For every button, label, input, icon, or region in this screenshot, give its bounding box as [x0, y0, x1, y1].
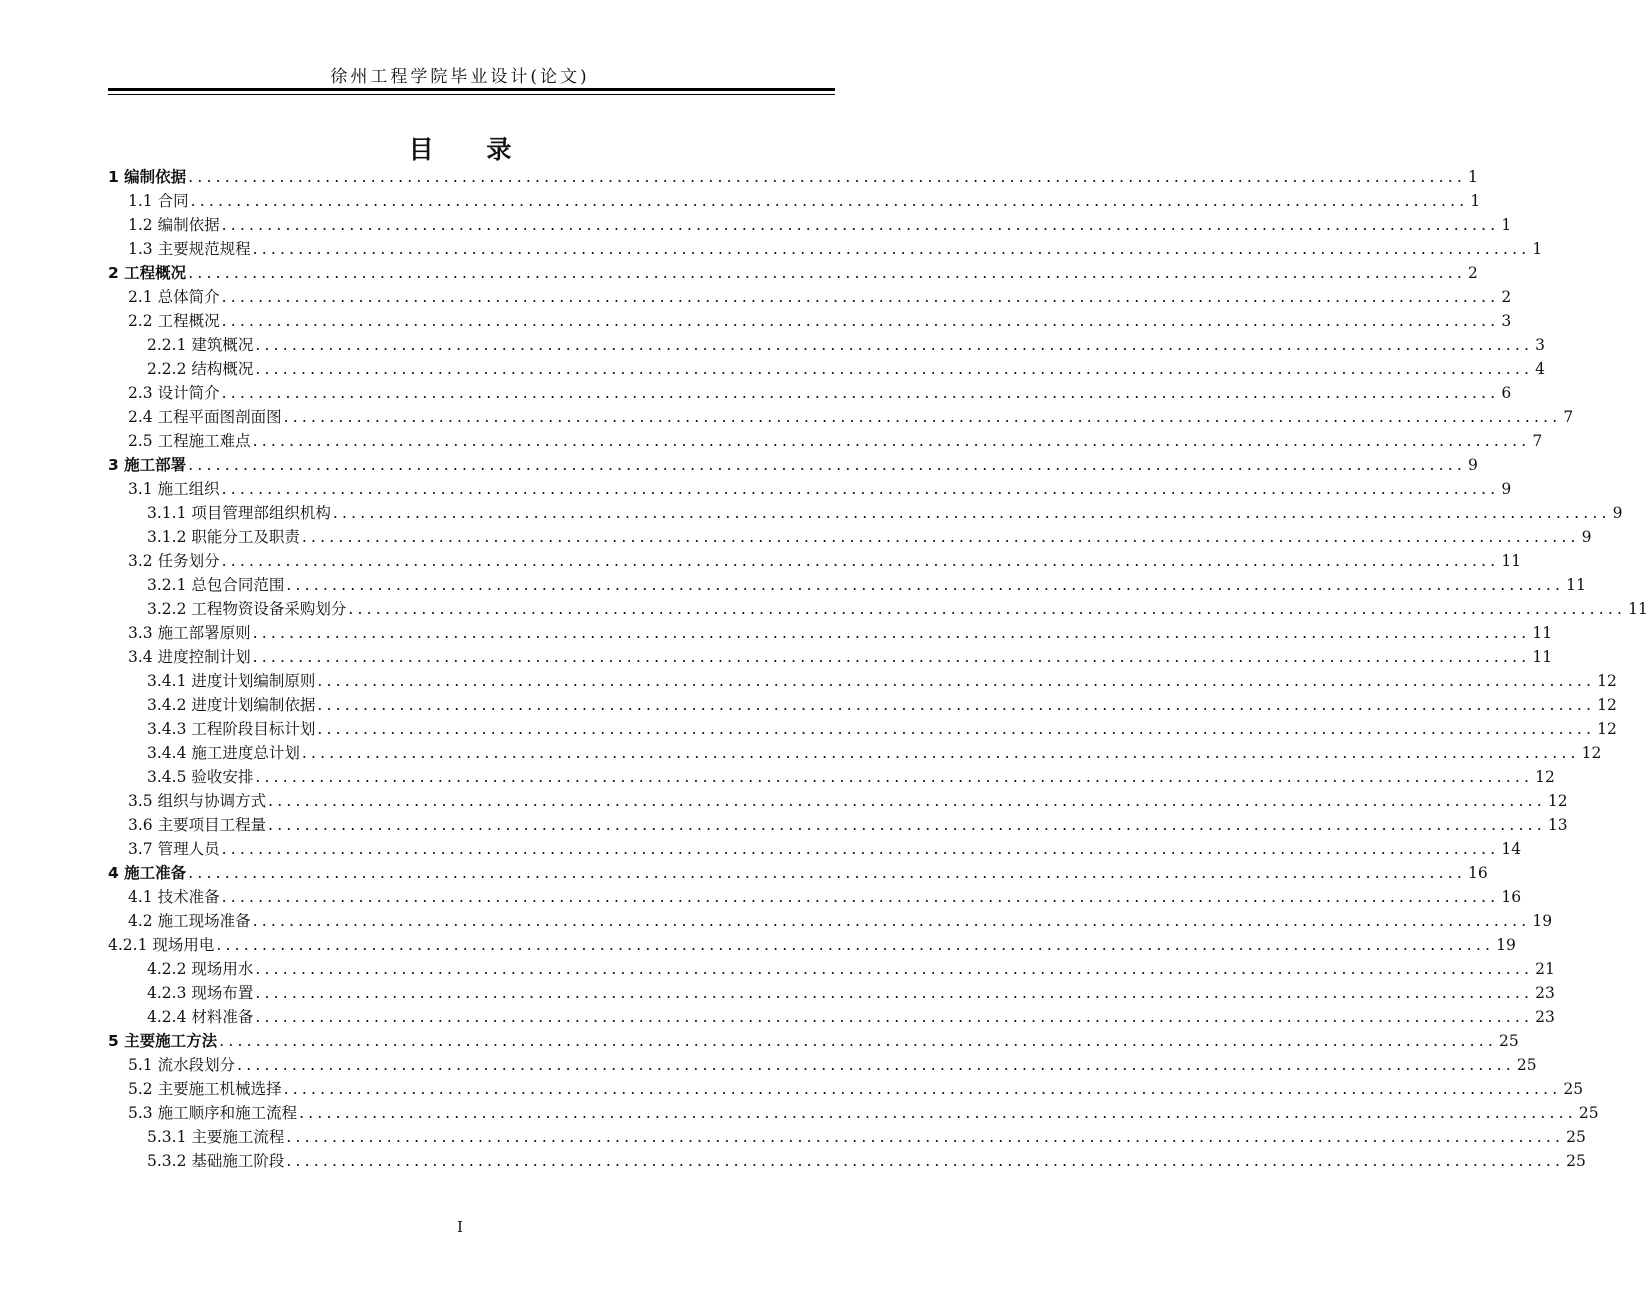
toc-entry-label: 4 施工准备 [108, 864, 187, 882]
toc-entry[interactable] [128, 284, 1512, 308]
toc-entry-page: 6 [1501, 384, 1512, 402]
toc-dot-leader: ............................................................................................................................................ [190, 192, 1469, 210]
toc-entry-page: 12 [1535, 768, 1555, 786]
toc-entry-page: 12 [1597, 672, 1617, 690]
toc-dot-leader: ............................................................................................................................................ [286, 1152, 1565, 1170]
toc-entry[interactable] [147, 500, 1623, 524]
toc-entry-page: 2 [1467, 264, 1478, 282]
toc-dot-leader: ............................................................................................................................................ [317, 672, 1596, 690]
toc-entry[interactable] [128, 476, 1512, 500]
toc-dot-leader: ............................................................................................................................................ [252, 912, 1531, 930]
footer-page-number: I [457, 1218, 463, 1236]
toc-entry-page: 7 [1532, 432, 1543, 450]
toc-entry-page: 12 [1581, 744, 1602, 762]
toc-entry-label: 4.2.3 现场布置 [147, 984, 254, 1002]
toc-entry-page: 9 [1467, 456, 1478, 474]
toc-entry-label: 3.1.1 项目管理部组织机构 [147, 504, 331, 522]
toc-entry-page: 4 [1535, 360, 1546, 378]
toc-entry-label: 3.2 任务划分 [128, 552, 220, 570]
toc-entry-page: 19 [1496, 936, 1516, 954]
header-rule-thick [108, 88, 835, 91]
toc-entry-page: 25 [1566, 1128, 1586, 1146]
toc-entry[interactable] [128, 836, 1522, 860]
toc-entry-label: 1 编制依据 [108, 168, 187, 186]
toc-entry[interactable] [128, 1100, 1599, 1124]
toc-entry-page: 19 [1532, 912, 1553, 930]
toc-entry-label: 4.2 施工现场准备 [128, 912, 251, 930]
toc-entry-label: 2.4 工程平面图剖面图 [128, 408, 282, 426]
toc-dot-leader: ............................................................................................................................................ [283, 1080, 1562, 1098]
toc-entry-label: 4.2.2 现场用水 [147, 960, 254, 978]
toc-entry[interactable] [147, 668, 1617, 692]
toc-entry[interactable] [147, 980, 1555, 1004]
toc-entry[interactable] [147, 332, 1546, 356]
toc-dot-leader: ............................................................................................................................................ [299, 1104, 1577, 1122]
toc-dot-leader: ............................................................................................................................................ [221, 312, 1500, 330]
toc-entry-label: 2.2.1 建筑概况 [147, 336, 254, 354]
toc-entry-label: 3.2.2 工程物资设备采购划分 [147, 600, 347, 618]
toc-dot-leader: ............................................................................................................................................ [348, 600, 1627, 618]
toc-entry-label: 2 工程概况 [108, 264, 187, 282]
toc-entry-page: 3 [1501, 312, 1512, 330]
toc-dot-leader: ............................................................................................................................................ [252, 624, 1531, 642]
toc-entry[interactable] [147, 1124, 1586, 1148]
toc-entry-label: 3.4 进度控制计划 [128, 648, 251, 666]
toc-entry-page: 11 [1532, 624, 1553, 642]
toc-entry[interactable] [128, 404, 1574, 428]
toc-entry-label: 2.5 工程施工难点 [128, 432, 251, 450]
toc-dot-leader: ............................................................................................................................................ [301, 744, 1580, 762]
toc-entry[interactable] [128, 644, 1553, 668]
toc-entry-label: 5.1 流水段划分 [128, 1056, 236, 1074]
toc-dot-leader: ............................................................................................................................................ [286, 576, 1565, 594]
toc-entry-page: 1 [1501, 216, 1512, 234]
toc-dot-leader: ............................................................................................................................................ [268, 816, 1546, 834]
toc-entry-label: 4.1 技术准备 [128, 888, 220, 906]
toc-dot-leader: ............................................................................................................................................ [255, 984, 1534, 1002]
toc-entry[interactable] [147, 956, 1555, 980]
toc-dot-leader: ............................................................................................................................................ [252, 240, 1531, 258]
toc-entry-page: 25 [1566, 1152, 1586, 1170]
toc-entry[interactable] [147, 716, 1617, 740]
toc-entry-page: 25 [1578, 1104, 1599, 1122]
toc-entry[interactable] [108, 932, 1516, 956]
toc-entry[interactable] [128, 548, 1522, 572]
toc-entry-page: 9 [1581, 528, 1592, 546]
toc-entry-label: 2.1 总体简介 [128, 288, 220, 306]
toc-dot-leader: ............................................................................................................................................ [221, 288, 1500, 306]
toc-entry-page: 23 [1535, 1008, 1555, 1026]
header-rule-thin [108, 94, 835, 95]
toc-dot-leader: ............................................................................................................................................ [252, 432, 1531, 450]
toc-dot-leader: ............................................................................................................................................ [221, 888, 1500, 906]
toc-entry[interactable] [147, 356, 1546, 380]
toc-entry-label: 3.2.1 总包合同范围 [147, 576, 285, 594]
toc-entry-page: 11 [1566, 576, 1586, 594]
toc-dot-leader: ............................................................................................................................................ [283, 408, 1562, 426]
toc-dot-leader: ............................................................................................................................................ [188, 456, 1466, 474]
toc-entry[interactable] [128, 884, 1522, 908]
toc-entry-label: 4.2.4 材料准备 [147, 1008, 254, 1026]
toc-dot-leader: ............................................................................................................................................ [221, 840, 1500, 858]
toc-entry-label: 1.2 编制依据 [128, 216, 220, 234]
toc-entry[interactable] [108, 164, 1478, 188]
toc-dot-leader: ............................................................................................................................................ [221, 480, 1500, 498]
toc-entry[interactable] [147, 1004, 1555, 1028]
toc-entry[interactable] [128, 1052, 1537, 1076]
toc-entry[interactable] [108, 860, 1488, 884]
toc-entry-page: 25 [1563, 1080, 1584, 1098]
toc-entry-page: 7 [1563, 408, 1574, 426]
toc-entry[interactable] [147, 524, 1592, 548]
toc-entry-label: 5 主要施工方法 [108, 1032, 218, 1050]
toc-entry[interactable] [128, 620, 1553, 644]
toc-dot-leader: ............................................................................................................................................ [221, 216, 1500, 234]
toc-entry-page: 23 [1535, 984, 1555, 1002]
toc-entry[interactable] [147, 596, 1648, 620]
toc-dot-leader: ............................................................................................................................................ [255, 360, 1534, 378]
toc-dot-leader: ............................................................................................................................................ [237, 1056, 1515, 1074]
toc-entry-label: 3.4.1 进度计划编制原则 [147, 672, 316, 690]
toc-dot-leader: ............................................................................................................................................ [221, 552, 1500, 570]
toc-entry[interactable] [128, 236, 1543, 260]
toc-dot-leader: ............................................................................................................................................ [188, 264, 1466, 282]
toc-entry[interactable] [147, 1148, 1586, 1172]
toc-entry-page: 11 [1628, 600, 1648, 618]
toc-entry-page: 12 [1547, 792, 1568, 810]
toc-entry-page: 25 [1498, 1032, 1519, 1050]
toc-dot-leader: ............................................................................................................................................ [301, 528, 1580, 546]
toc-dot-leader: ............................................................................................................................................ [332, 504, 1611, 522]
toc-entry-page: 14 [1501, 840, 1522, 858]
toc-entry[interactable] [108, 260, 1478, 284]
toc-entry[interactable] [128, 212, 1512, 236]
toc-dot-leader: ............................................................................................................................................ [317, 696, 1596, 714]
toc-entry[interactable] [147, 764, 1555, 788]
toc-entry-page: 1 [1532, 240, 1543, 258]
toc-entry-page: 9 [1501, 480, 1512, 498]
toc-entry-page: 12 [1597, 720, 1617, 738]
toc-entry-page: 9 [1612, 504, 1623, 522]
toc-entry-page: 12 [1597, 696, 1617, 714]
toc-entry[interactable] [147, 572, 1586, 596]
toc-entry[interactable] [128, 812, 1568, 836]
toc-entry[interactable] [128, 188, 1481, 212]
toc-dot-leader: ............................................................................................................................................ [219, 1032, 1497, 1050]
toc-entry-page: 3 [1535, 336, 1546, 354]
toc-entry-label: 3.4.4 施工进度总计划 [147, 744, 300, 762]
toc-entry-label: 3.7 管理人员 [128, 840, 220, 858]
toc-entry-page: 25 [1516, 1056, 1537, 1074]
toc-dot-leader: ............................................................................................................................................ [221, 384, 1500, 402]
toc-entry[interactable] [147, 692, 1617, 716]
toc-entry-label: 4.2.1 现场用电 [108, 936, 215, 954]
toc-entry-page: 16 [1501, 888, 1522, 906]
toc-entry-label: 3.1 施工组织 [128, 480, 220, 498]
toc-entry-label: 3.4.3 工程阶段目标计划 [147, 720, 316, 738]
toc-dot-leader: ............................................................................................................................................ [255, 768, 1534, 786]
toc-entry[interactable] [108, 1028, 1519, 1052]
toc-dot-leader: ............................................................................................................................................ [317, 720, 1596, 738]
toc-entry-label: 3.3 施工部署原则 [128, 624, 251, 642]
toc-entry-label: 3.5 组织与协调方式 [128, 792, 267, 810]
toc-entry-page: 1 [1470, 192, 1481, 210]
toc-entry-label: 3.4.5 验收安排 [147, 768, 254, 786]
toc-entry-page: 2 [1501, 288, 1512, 306]
toc-dot-leader: ............................................................................................................................................ [216, 936, 1495, 954]
toc-entry[interactable] [128, 380, 1512, 404]
toc-dot-leader: ............................................................................................................................................ [255, 1008, 1534, 1026]
toc-entry-label: 2.2 工程概况 [128, 312, 220, 330]
toc-entry[interactable] [147, 740, 1602, 764]
toc-entry[interactable] [128, 788, 1568, 812]
toc-entry-page: 13 [1547, 816, 1568, 834]
toc-entry-label: 5.3.1 主要施工流程 [147, 1128, 285, 1146]
toc-entry-label: 3.4.2 进度计划编制依据 [147, 696, 316, 714]
toc-entry-page: 11 [1532, 648, 1553, 666]
toc-entry[interactable] [128, 308, 1512, 332]
toc-entry-label: 5.3.2 基础施工阶段 [147, 1152, 285, 1170]
toc-entry-label: 1.3 主要规范规程 [128, 240, 251, 258]
toc-entry-page: 16 [1467, 864, 1488, 882]
toc-dot-leader: ............................................................................................................................................ [268, 792, 1546, 810]
toc-dot-leader: ............................................................................................................................................ [255, 336, 1534, 354]
page-header-title: 徐州工程学院毕业设计(论文) [330, 67, 590, 87]
toc-entry-page: 21 [1535, 960, 1555, 978]
toc-dot-leader: ............................................................................................................................................ [286, 1128, 1565, 1146]
toc-entry-page: 11 [1501, 552, 1522, 570]
toc-entry-label: 3 施工部署 [108, 456, 187, 474]
toc-entry-page: 1 [1467, 168, 1478, 186]
toc-entry-label: 5.3 施工顺序和施工流程 [128, 1104, 298, 1122]
toc-dot-leader: ............................................................................................................................................ [188, 168, 1466, 186]
toc-entry[interactable] [128, 908, 1553, 932]
toc-entry-label: 2.3 设计简介 [128, 384, 220, 402]
toc-title: 目 录 [408, 135, 534, 164]
toc-entry[interactable] [128, 1076, 1584, 1100]
toc-entry-label: 2.2.2 结构概况 [147, 360, 254, 378]
toc-dot-leader: ............................................................................................................................................ [252, 648, 1531, 666]
toc-entry-label: 3.1.2 职能分工及职责 [147, 528, 300, 546]
toc-entry-label: 3.6 主要项目工程量 [128, 816, 267, 834]
toc-dot-leader: ............................................................................................................................................ [255, 960, 1534, 978]
toc-entry-label: 5.2 主要施工机械选择 [128, 1080, 282, 1098]
toc-dot-leader: ............................................................................................................................................ [188, 864, 1466, 882]
toc-entry[interactable] [128, 428, 1543, 452]
toc-entry[interactable] [108, 452, 1478, 476]
toc-entry-label: 1.1 合同 [128, 192, 189, 210]
